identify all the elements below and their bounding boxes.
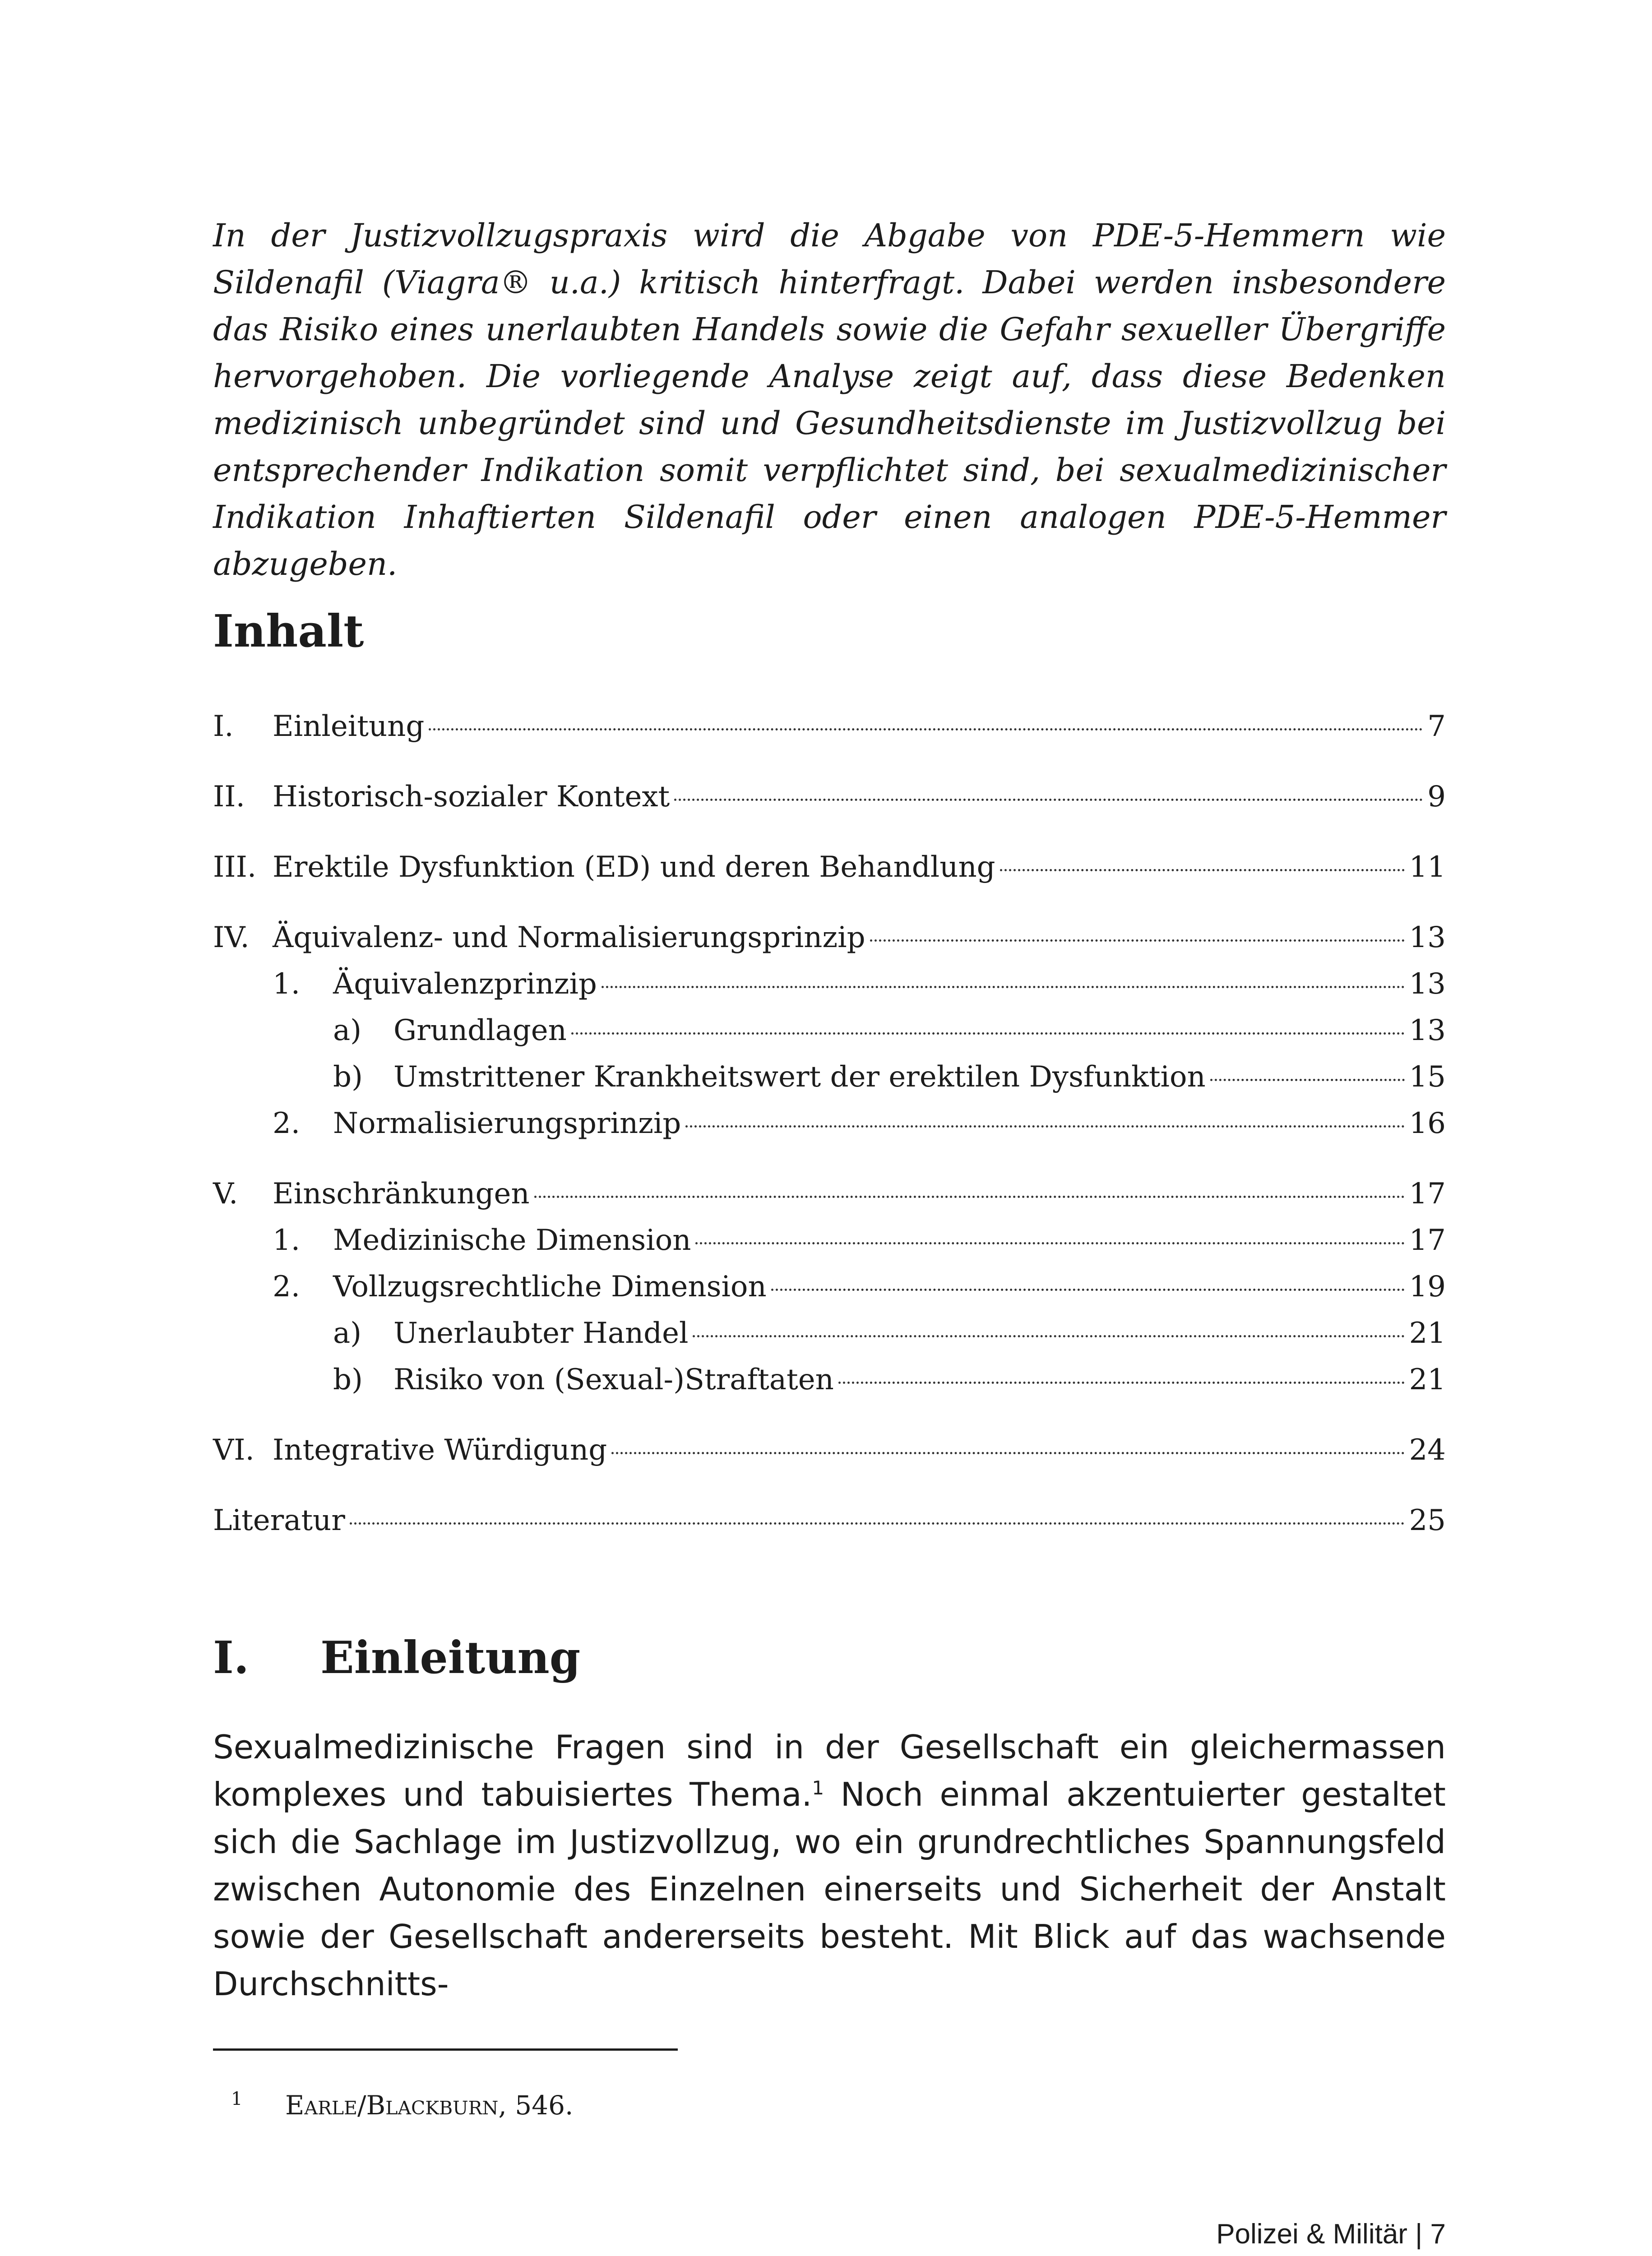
toc-entry[interactable] <box>273 1222 1446 1258</box>
toc-leader-dots <box>1210 1079 1405 1081</box>
toc-entry-label: Medizinische Dimension <box>333 1224 691 1257</box>
toc-entry-label: Integrative Würdigung <box>273 1433 607 1467</box>
toc-entry-label: Umstrittener Krankheitswert der erektilen Dysfunktion <box>393 1060 1206 1094</box>
toc-entry[interactable] <box>213 1176 1446 1212</box>
toc-entry-page: 17 <box>1409 1224 1446 1257</box>
toc-entry-label: Vollzugsrechtliche Dimension <box>333 1270 767 1304</box>
section-title: Einleitung <box>320 1632 581 1684</box>
toc-leader-dots <box>429 728 1423 730</box>
toc-entry-number: I. <box>213 710 234 743</box>
toc-entry-label: Einschränkungen <box>273 1177 530 1211</box>
body-text-continued: Noch einmal akzentuierter gestaltet sich die Sachlage im Justizvollzug, wo ein grundrechtliches Spannungsfeld zwischen Autonomie des Einzelnen einerseits und Sicherheit der Anstalt sowie der Gesellschaft andererseits besteht. Mit Blick auf das wachsende Durchschnitts- <box>213 1775 1446 2003</box>
toc-entry-page: 13 <box>1409 967 1446 1001</box>
toc-leader-dots <box>350 1522 1405 1525</box>
toc-entry-page: 13 <box>1409 1014 1446 1047</box>
toc-entry-number: b) <box>333 1060 363 1094</box>
toc-entry[interactable] <box>213 708 1446 744</box>
toc-entry[interactable] <box>213 779 1446 815</box>
toc-entry[interactable] <box>333 1012 1446 1049</box>
section-number: I. <box>213 1632 249 1684</box>
toc-entry[interactable] <box>333 1362 1446 1398</box>
toc-entry[interactable] <box>333 1315 1446 1351</box>
toc-entry-number: V. <box>213 1177 238 1211</box>
body-text-start: Sexualmedizinische Fragen sind in der Gesellschaft ein gleichermassen komplexes und tabuisiertes Thema. <box>213 1728 1446 1813</box>
toc-entry[interactable] <box>273 1269 1446 1305</box>
footnote-text <box>285 2087 573 2123</box>
footnote-reference[interactable]: 1 <box>812 1777 824 1799</box>
toc-entry-label: Literatur <box>213 1504 345 1537</box>
toc-heading: Inhalt <box>213 606 364 657</box>
toc-entry-page: 9 <box>1427 780 1446 814</box>
toc-entry[interactable] <box>333 1059 1446 1095</box>
toc-leader-dots <box>674 799 1423 801</box>
toc-leader-dots <box>771 1289 1405 1291</box>
toc-entry[interactable] <box>213 1502 1446 1539</box>
toc-entry-page: 15 <box>1409 1060 1446 1094</box>
footnote-citation: , 546. <box>498 2090 574 2121</box>
toc-entry-label: Erektile Dysfunktion (ED) und deren Behandlung <box>273 851 995 884</box>
toc-entry-label: Historisch-sozialer Kontext <box>273 780 670 814</box>
toc-entry-page: 7 <box>1427 710 1446 743</box>
toc-entry-page: 19 <box>1409 1270 1446 1304</box>
toc-leader-dots <box>571 1032 1405 1035</box>
toc-entry-number: IV. <box>213 921 250 954</box>
toc-entry-number: b) <box>333 1363 363 1396</box>
toc-entry-page: 13 <box>1409 921 1446 954</box>
toc-entry-page: 25 <box>1409 1504 1446 1537</box>
toc-entry-number: II. <box>213 780 245 814</box>
toc-entry-page: 24 <box>1409 1433 1446 1467</box>
toc-entry-number: 1. <box>273 1224 301 1257</box>
toc-entry-page: 17 <box>1409 1177 1446 1211</box>
toc-entry-label: Einleitung <box>273 710 425 743</box>
footnote <box>231 2087 573 2123</box>
toc-entry-number: 1. <box>273 967 301 1001</box>
toc-leader-dots <box>693 1335 1404 1337</box>
toc-entry-number: a) <box>333 1014 362 1047</box>
toc-leader-dots <box>534 1196 1405 1198</box>
toc-entry-number: 2. <box>273 1107 301 1140</box>
toc-leader-dots <box>1000 869 1405 871</box>
toc-leader-dots <box>685 1125 1404 1128</box>
toc-entry-page: 21 <box>1409 1317 1446 1350</box>
toc-leader-dots <box>838 1382 1405 1384</box>
body-paragraph <box>213 1724 1446 2008</box>
footnote-separator <box>213 2048 678 2051</box>
toc-entry-label: Risiko von (Sexual-)Straftaten <box>393 1363 834 1396</box>
footnote-authors: Earle/Blackburn <box>285 2090 499 2121</box>
toc-entry-page: 21 <box>1409 1363 1446 1396</box>
section-heading <box>213 1627 580 1690</box>
toc-entry-number: 2. <box>273 1270 301 1304</box>
toc-entry[interactable] <box>213 849 1446 885</box>
toc-entry-label: Normalisierungsprinzip <box>333 1107 681 1140</box>
toc-leader-dots <box>695 1242 1404 1244</box>
footnote-mark: 1 <box>231 2089 243 2109</box>
toc-entry-number: III. <box>213 851 257 884</box>
toc-entry[interactable] <box>273 1105 1446 1142</box>
toc-entry-label: Unerlaubter Handel <box>393 1317 689 1350</box>
abstract-text: In der Justizvollzugspraxis wird die Abgabe von PDE-5-Hemmern wie Sildenafil (Viagra® u.a.) kritisch hinterfragt. Dabei werden insbesondere das Risiko eines unerlaubten Handels sowie die Gefahr sexueller Übergriffe hervorgehoben. Die vorliegende Analyse zeigt auf, dass diese Bedenken medizinisch unbegründet sind und Gesundheitsdienste im Justizvollzug bei entsprechender Indikation somit verpflichtet sind, bei sexualmedizinischer Indikation Inhaftierten Sildenafil oder einen analogen PDE-5-Hemmer abzugeben. <box>213 217 1446 582</box>
toc-leader-dots <box>602 986 1405 988</box>
toc-entry[interactable] <box>213 1432 1446 1468</box>
page-footer: Polizei & Militär | 7 <box>1216 2219 1446 2250</box>
toc-entry-number: VI. <box>213 1433 255 1467</box>
toc-entry-page: 16 <box>1409 1107 1446 1140</box>
toc-entry-label: Äquivalenz- und Normalisierungsprinzip <box>273 921 865 954</box>
toc-entry[interactable] <box>273 966 1446 1002</box>
toc-leader-dots <box>611 1452 1404 1454</box>
toc-entry-label: Äquivalenzprinzip <box>333 967 597 1001</box>
toc-entry-label: Grundlagen <box>393 1014 567 1047</box>
toc-entry-number: a) <box>333 1317 362 1350</box>
toc-entry[interactable] <box>213 920 1446 956</box>
toc-leader-dots <box>870 939 1405 942</box>
toc-entry-page: 11 <box>1409 851 1446 884</box>
